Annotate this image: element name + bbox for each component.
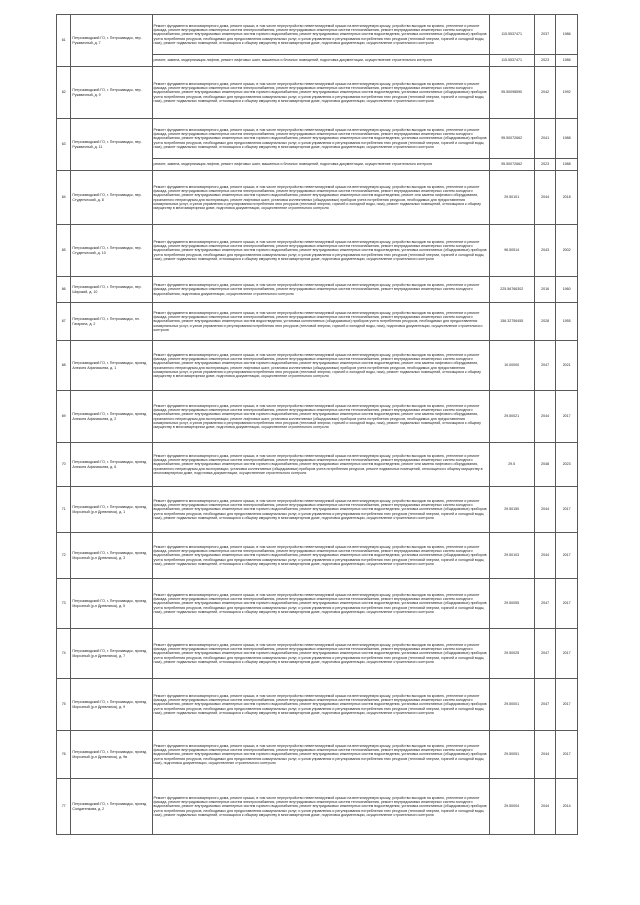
building-address: Петрозаводский ГО, г. Петрозаводск, проезд Алексея Афанасьева, д. 2 (71, 391, 152, 443)
reference-year: 2017 (556, 679, 578, 731)
document-page (56, 14, 578, 835)
repair-works-description: Ремонт фундамента многоквартирного дома, ремонт крыши, в том числе переустройство невентилируемой крыши на вентилируемую крышу, устройство выходов на кровлю, утепление и ремонт фасада, ремонт внутридомовых инженерных систем электроснабжения, ремонт внутридомовых инженерных систем теплоснабжения, ремонт внутридомовых инженерных систем холодного водоснабжения, ремонт внутридомовых инженерных систем горячего водоснабжения, ремонт внутридомовых инженерных систем водоотведения, установка коллективных (общедомовых) приборов учета потребления ресурсов, необходимых для предоставления коммунальных услуг, и узлов управления и регулирования потребления этих ресурсов (тепловой энергии, горячей и холодной воды, газа), ремонт подвальных помещений, относящихся к общему имуществу в многоквартирном доме, подготовка документации, осуществление строительного контроля (152, 779, 489, 835)
planned-repair-year: 2023 (534, 55, 556, 67)
planned-repair-year: 2047 (534, 341, 556, 391)
building-address: Петрозаводский ГО, г. Петрозаводск, пер. Широкий, д. 10 (71, 277, 152, 303)
planned-repair-year: 2047 (534, 579, 556, 629)
table-row (57, 443, 578, 487)
table-row (57, 67, 578, 119)
building-address: Петрозаводский ГО, г. Петрозаводск, пер. Студенческий, д. 10 (71, 225, 152, 277)
planned-repair-year: 2037 (534, 15, 556, 55)
repair-works-description: Ремонт фундамента многоквартирного дома, ремонт крыши, в том числе переустройство невентилируемой крыши на вентилируемую крышу, устройство выходов на кровлю, утепление и ремонт фасада, ремонт внутридомовых инженерных систем электроснабжения, ремонт внутридомовых инженерных систем теплоснабжения, ремонт внутридомовых инженерных систем холодного водоснабжения, ремонт внутридомовых инженерных систем водоотведения, установка коллективных (общедомовых) приборов учета потребления ресурсов, необходимых для предоставления коммунальных услуг, и узлов управления и регулирования потребления этих ресурсов (тепловой энергии, горячей и холодной воды, газа), подготовка документации, осуществление строительного контроля (152, 303, 489, 341)
row-number: 64 (57, 171, 71, 225)
repair-cost-value: 29.50051 (489, 731, 534, 779)
row-number: 69 (57, 391, 71, 443)
table-row (57, 119, 578, 159)
repair-works-description: Ремонт фундамента многоквартирного дома, ремонт крыши, в том числе переустройство невентилируемой крыши на вентилируемую крышу, устройство выходов на кровлю, утепление и ремонт фасада, ремонт внутридомовых инженерных систем электроснабжения, ремонт внутридомовых инженерных систем теплоснабжения, ремонт внутридомовых инженерных систем холодного водоснабжения, ремонт внутридомовых инженерных систем горячего водоснабжения, ремонт внутридомовых инженерных систем водоотведения, установка коллективных (общедомовых) приборов учета потребления ресурсов, необходимых для предоставления коммунальных услуг, и узлов управления и регулирования потребления этих ресурсов (тепловой энергии, горячей и холодной воды, газа), ремонт подвальных помещений, относящихся к общему имуществу в многоквартирном доме, подготовка документации, осуществление строительного контроля (152, 487, 489, 533)
row-number: 70 (57, 443, 71, 487)
repair-works-description: Ремонт фундамента многоквартирного дома, ремонт крыши, в том числе переустройство невентилируемой крыши на вентилируемую крышу, устройство выходов на кровлю, утепление и ремонт фасада, ремонт внутридомовых инженерных систем электроснабжения, ремонт внутридомовых инженерных систем теплоснабжения, ремонт внутридомовых инженерных систем холодного водоснабжения, ремонт внутридомовых инженерных систем горячего водоснабжения, ремонт внутридомовых инженерных систем водоотведения, ремонт или замена лифтового оборудования, признанного непригодным для эксплуатации, установка коллективных (общедомовых) приборов учета потребления ресурсов, ремонт подвальных помещений, относящихся к общему имуществу в многоквартирном доме, подготовка документации, осуществление строительного контроля (152, 443, 489, 487)
table-row (57, 171, 578, 225)
table-row (57, 679, 578, 731)
repair-works-description: Ремонт фундамента многоквартирного дома, ремонт крыши, в том числе переустройство невентилируемой крыши на вентилируемую крышу, устройство выходов на кровлю, утепление и ремонт фасада, ремонт внутридомовых инженерных систем электроснабжения, ремонт внутридомовых инженерных систем теплоснабжения, ремонт внутридомовых инженерных систем холодного водоснабжения, ремонт внутридомовых инженерных систем горячего водоснабжения, ремонт внутридомовых инженерных систем водоотведения, установка коллективных (общедомовых) приборов учета потребления ресурсов, необходимых для предоставления коммунальных услуг, и узлов управления и регулирования потребления этих ресурсов (тепловой энергии, горячей и холодной воды, газа), ремонт подвальных помещений, относящихся к общему имуществу в многоквартирном доме, подготовка документации, осуществление строительного контроля (152, 679, 489, 731)
row-number: 67 (57, 303, 71, 341)
repair-cost-value: 29.50021 (489, 391, 534, 443)
building-address: Петрозаводский ГО, г. Петрозаводск, пл. Гагарина, д. 2 (71, 303, 152, 341)
repair-works-description: Ремонт фундамента многоквартирного дома, ремонт крыши, в том числе переустройство невентилируемой крыши на вентилируемую крышу, устройство выходов на кровлю, утепление и ремонт фасада, ремонт внутридомовых инженерных систем электроснабжения, ремонт внутридомовых инженерных систем теплоснабжения, ремонт внутридомовых инженерных систем холодного водоснабжения, подготовка документации, осуществление строительного контроля (152, 277, 489, 303)
repair-works-description: ремонт, замена, модернизация лифтов, ремонт лифтовых шахт, машинных и блочных помещений, подготовка документации, осуществление строительного контроля (152, 55, 489, 67)
planned-repair-year: 2044 (534, 391, 556, 443)
row-number: 72 (57, 533, 71, 579)
repair-works-description: Ремонт фундамента многоквартирного дома, ремонт крыши, в том числе переустройство невентилируемой крыши на вентилируемую крышу, устройство выходов на кровлю, утепление и ремонт фасада, ремонт внутридомовых инженерных систем электроснабжения, ремонт внутридомовых инженерных систем теплоснабжения, ремонт внутридомовых инженерных систем холодного водоснабжения, ремонт внутридомовых инженерных систем горячего водоснабжения, ремонт внутридомовых инженерных систем водоотведения, ремонт или замена лифтового оборудования, признанного непригодным для эксплуатации, ремонт лифтовых шахт, установка коллективных (общедомовых) приборов учета потребления ресурсов, необходимых для предоставления коммунальных услуг, и узлов управления и регулирования потребления этих ресурсов (тепловой энергии, горячей и холодной воды, газа), ремонт подвальных помещений, относящихся к общему имуществу в многоквартирном доме, подготовка документации, осуществление строительного контроля (152, 341, 489, 391)
planned-repair-year: 2044 (534, 487, 556, 533)
reference-year: 1988 (556, 119, 578, 159)
row-number: 65 (57, 225, 71, 277)
building-address: Петрозаводский ГО, г. Петрозаводск, пер. Рукавичный, д. 11 (71, 119, 152, 171)
repair-works-description: Ремонт фундамента многоквартирного дома, ремонт крыши, в том числе переустройство невентилируемой крыши на вентилируемую крышу, устройство выходов на кровлю, утепление и ремонт фасада, ремонт внутридомовых инженерных систем электроснабжения, ремонт внутридомовых инженерных систем теплоснабжения, ремонт внутридомовых инженерных систем холодного водоснабжения, ремонт внутридомовых инженерных систем горячего водоснабжения, ремонт внутридомовых инженерных систем водоотведения, установка коллективных (общедомовых) приборов учета потребления ресурсов, необходимых для предоставления коммунальных услуг, и узлов управления и регулирования потребления этих ресурсов (тепловой энергии, горячей и холодной воды, газа), ремонт подвальных помещений, относящихся к общему имуществу в многоквартирном доме, подготовка документации, осуществление строительного контроля (152, 629, 489, 679)
table-row (57, 303, 578, 341)
repair-works-description: Ремонт фундамента многоквартирного дома, ремонт крыши, в том числе переустройство невентилируемой крыши на вентилируемую крышу, устройство выходов на кровлю, утепление и ремонт фасада, ремонт внутридомовых инженерных систем электроснабжения, ремонт внутридомовых инженерных систем теплоснабжения, ремонт внутридомовых инженерных систем холодного водоснабжения, ремонт внутридомовых инженерных систем горячего водоснабжения, ремонт внутридомовых инженерных систем водоотведения, установка коллективных (общедомовых) приборов учета потребления ресурсов, необходимых для предоставления коммунальных услуг, и узлов управления и регулирования потребления этих ресурсов (тепловой энергии, горячей и холодной воды, газа), ремонт подвальных помещений, относящихся к общему имуществу в многоквартирном доме, подготовка документации, осуществление строительного контроля (152, 225, 489, 277)
table-row (57, 277, 578, 303)
table-row (57, 225, 578, 277)
repair-cost-value: 156.32756455 (489, 303, 534, 341)
row-number: 68 (57, 341, 71, 391)
row-number: 71 (57, 487, 71, 533)
row-number: 62 (57, 67, 71, 119)
repair-cost-value: 96.50514 (489, 225, 534, 277)
reference-year: 2018 (556, 171, 578, 225)
table-row (57, 533, 578, 579)
building-address: Петрозаводский ГО, г. Петрозаводск, проезд Морозный (р-н Древлянка), д. 1 (71, 487, 152, 533)
repair-works-description: Ремонт фундамента многоквартирного дома, ремонт крыши, в том числе переустройство невентилируемой крыши на вентилируемую крышу, устройство выходов на кровлю, утепление и ремонт фасада, ремонт внутридомовых инженерных систем электроснабжения, ремонт внутридомовых инженерных систем теплоснабжения, ремонт внутридомовых инженерных систем холодного водоснабжения, ремонт внутридомовых инженерных систем горячего водоснабжения, ремонт внутридомовых инженерных систем водоотведения, установка коллективных (общедомовых) приборов учета потребления ресурсов, необходимых для предоставления коммунальных услуг, и узлов управления и регулирования потребления этих ресурсов (тепловой энергии, горячей и холодной воды, газа), ремонт подвальных помещений, относящихся к общему имуществу в многоквартирном доме, подготовка документации, осуществление строительного контроля (152, 119, 489, 159)
building-address: Петрозаводский ГО, г. Петрозаводск, пер. Рукавичный, д. 7 (71, 15, 152, 67)
reference-year: 2023 (556, 443, 578, 487)
planned-repair-year: 2016 (534, 277, 556, 303)
planned-repair-year: 2044 (534, 171, 556, 225)
planned-repair-year: 2048 (534, 443, 556, 487)
building-address: Петрозаводский ГО, г. Петрозаводск, проезд Морозный (р-н Древлянка), д. 3 (71, 533, 152, 579)
reference-year: 2017 (556, 487, 578, 533)
table-row (57, 391, 578, 443)
planned-repair-year: 2047 (534, 679, 556, 731)
planned-repair-year: 2041 (534, 119, 556, 159)
row-number: 61 (57, 15, 71, 67)
reference-year: 1988 (556, 159, 578, 171)
table-row (57, 731, 578, 779)
reference-year: 2017 (556, 533, 578, 579)
building-address: Петрозаводский ГО, г. Петрозаводск, проезд Алексея Афанасьева, д. 1 (71, 341, 152, 391)
reference-year: 1992 (556, 67, 578, 119)
repair-cost-value: 115.5537471 (489, 55, 534, 67)
planned-repair-year: 2044 (534, 533, 556, 579)
repair-works-description: Ремонт фундамента многоквартирного дома, ремонт крыши, в том числе переустройство невентилируемой крыши на вентилируемую крышу, устройство выходов на кровлю, утепление и ремонт фасада, ремонт внутридомовых инженерных систем электроснабжения, ремонт внутридомовых инженерных систем теплоснабжения, ремонт внутридомовых инженерных систем холодного водоснабжения, ремонт внутридомовых инженерных систем горячего водоснабжения, ремонт внутридомовых инженерных систем водоотведения, ремонт или замена лифтового оборудования, признанного непригодным для эксплуатации, ремонт лифтовых шахт, установка коллективных (общедомовых) приборов учета потребления ресурсов, необходимых для предоставления коммунальных услуг, и узлов управления и регулирования потребления этих ресурсов (тепловой энергии, горячей и холодной воды, газа), ремонт подвальных помещений, относящихся к общему имуществу в многоквартирном доме, подготовка документации, осуществление строительного контроля (152, 171, 489, 225)
repair-works-description: Ремонт фундамента многоквартирного дома, ремонт крыши, в том числе переустройство невентилируемой крыши на вентилируемую крышу, устройство выходов на кровлю, утепление и ремонт фасада, ремонт внутридомовых инженерных систем электроснабжения, ремонт внутридомовых инженерных систем теплоснабжения, ремонт внутридомовых инженерных систем холодного водоснабжения, ремонт внутридомовых инженерных систем горячего водоснабжения, ремонт внутридомовых инженерных систем водоотведения, ремонт или замена лифтового оборудования, признанного непригодным для эксплуатации, ремонт лифтовых шахт, установка коллективных (общедомовых) приборов учета потребления ресурсов, необходимых для предоставления коммунальных услуг, и узлов управления и регулирования потребления этих ресурсов (тепловой энергии, горячей и холодной воды, газа), ремонт подвальных помещений, относящихся к общему имуществу в многоквартирном доме, подготовка документации, осуществление строительного контроля (152, 391, 489, 443)
reference-year: 2002 (556, 225, 578, 277)
repair-cost-value: 29.50055 (489, 579, 534, 629)
planned-repair-year: 2043 (534, 225, 556, 277)
building-address: Петрозаводский ГО, г. Петрозаводск, пер. Рукавичный, д. 9 (71, 67, 152, 119)
building-address: Петрозаводский ГО, г. Петрозаводск, проезд Алексея Афанасьева, д. 6 (71, 443, 152, 487)
table-row (57, 629, 578, 679)
table-row (57, 15, 578, 55)
row-number: 76 (57, 731, 71, 779)
building-address: Петрозаводский ГО, г. Петрозаводск, проезд Морозный (р-н Древлянка), д. 9в (71, 731, 152, 779)
reference-year: 1986 (556, 55, 578, 67)
row-number: 63 (57, 119, 71, 171)
reference-year: 2014 (556, 779, 578, 835)
repair-cost-value: 95.50072662 (489, 159, 534, 171)
reference-year: 2021 (556, 341, 578, 391)
repair-cost-value: 10.00000 (489, 341, 534, 391)
planned-repair-year: 2044 (534, 731, 556, 779)
reference-year: 2017 (556, 731, 578, 779)
repair-works-description: Ремонт фундамента многоквартирного дома, ремонт крыши, в том числе переустройство невентилируемой крыши на вентилируемую крышу, устройство выходов на кровлю, утепление и ремонт фасада, ремонт внутридомовых инженерных систем электроснабжения, ремонт внутридомовых инженерных систем теплоснабжения, ремонт внутридомовых инженерных систем холодного водоснабжения, ремонт внутридомовых инженерных систем горячего водоснабжения, ремонт внутридомовых инженерных систем водоотведения, установка коллективных (общедомовых) приборов учета потребления ресурсов, необходимых для предоставления коммунальных услуг, и узлов управления и регулирования потребления этих ресурсов (тепловой энергии, горячей и холодной воды, газа), ремонт подвальных помещений, относящихся к общему имуществу в многоквартирном доме, подготовка документации, осуществление строительного контроля (152, 15, 489, 55)
repair-cost-value: 29.50150 (489, 487, 534, 533)
repair-works-description: Ремонт фундамента многоквартирного дома, ремонт крыши, в том числе переустройство невентилируемой крыши на вентилируемую крышу, устройство выходов на кровлю, утепление и ремонт фасада, ремонт внутридомовых инженерных систем электроснабжения, ремонт внутридомовых инженерных систем теплоснабжения, ремонт внутридомовых инженерных систем холодного водоснабжения, ремонт внутридомовых инженерных систем горячего водоснабжения, ремонт внутридомовых инженерных систем водоотведения, установка коллективных (общедомовых) приборов учета потребления ресурсов, необходимых для предоставления коммунальных услуг, и узлов управления и регулирования потребления этих ресурсов (тепловой энергии, горячей и холодной воды, газа), ремонт подвальных помещений, относящихся к общему имуществу в многоквартирном доме, подготовка документации, осуществление строительного контроля (152, 533, 489, 579)
planned-repair-year: 2047 (534, 629, 556, 679)
reference-year: 1955 (556, 303, 578, 341)
repair-works-description: Ремонт фундамента многоквартирного дома, ремонт крыши, в том числе переустройство невентилируемой крыши на вентилируемую крышу, устройство выходов на кровлю, утепление и ремонт фасада, ремонт внутридомовых инженерных систем электроснабжения, ремонт внутридомовых инженерных систем теплоснабжения, ремонт внутридомовых инженерных систем холодного водоснабжения, ремонт внутридомовых инженерных систем горячего водоснабжения, ремонт внутридомовых инженерных систем водоотведения, установка коллективных (общедомовых) приборов учета потребления ресурсов, необходимых для предоставления коммунальных услуг, и узлов управления и регулирования потребления этих ресурсов (тепловой энергии, горячей и холодной воды, газа), подготовка документации, осуществление строительного контроля (152, 731, 489, 779)
building-address: Петрозаводский ГО, г. Петрозаводск, пер. Студенческий, д. 8 (71, 171, 152, 225)
repair-cost-value: 95.50098590 (489, 67, 534, 119)
building-address: Петрозаводский ГО, г. Петрозаводск, проезд Морозный (р-н Древлянка), д. 5 (71, 579, 152, 629)
repair-works-description: Ремонт фундамента многоквартирного дома, ремонт крыши, в том числе переустройство невентилируемой крыши на вентилируемую крышу, устройство выходов на кровлю, утепление и ремонт фасада, ремонт внутридомовых инженерных систем электроснабжения, ремонт внутридомовых инженерных систем теплоснабжения, ремонт внутридомовых инженерных систем холодного водоснабжения, ремонт внутридомовых инженерных систем горячего водоснабжения, ремонт внутридомовых инженерных систем водоотведения, установка коллективных (общедомовых) приборов учета потребления ресурсов, необходимых для предоставления коммунальных услуг, и узлов управления и регулирования потребления этих ресурсов (тепловой энергии, горячей и холодной воды, газа), ремонт подвальных помещений, относящихся к общему имуществу в многоквартирном доме, подготовка документации, осуществление строительного контроля (152, 67, 489, 119)
building-address: Петрозаводский ГО, г. Петрозаводск, проезд Морозный (р-н Древлянка), д. 9 (71, 679, 152, 731)
repair-cost-value: 95.50072662 (489, 119, 534, 159)
reference-year: 2017 (556, 391, 578, 443)
reference-year: 2017 (556, 629, 578, 679)
repair-cost-value: 29.50025 (489, 629, 534, 679)
repair-cost-value: 115.5537471 (489, 15, 534, 55)
reference-year: 1986 (556, 15, 578, 55)
row-number: 73 (57, 579, 71, 629)
table-body (57, 15, 578, 835)
planned-repair-year: 2042 (534, 67, 556, 119)
table-row (57, 487, 578, 533)
repair-works-description: ремонт, замена, модернизация лифтов, ремонт лифтовых шахт, машинных и блочных помещений, подготовка документации, осуществление строительного контроля (152, 159, 489, 171)
planned-repair-year: 2023 (534, 159, 556, 171)
repair-cost-value: 29.50001 (489, 679, 534, 731)
reference-year: 2017 (556, 579, 578, 629)
planned-repair-year: 2044 (534, 779, 556, 835)
building-address: Петрозаводский ГО, г. Петрозаводск, проезд Морозный (р-н Древлянка), д. 7 (71, 629, 152, 679)
repair-cost-value: 29.5 (489, 443, 534, 487)
table-row (57, 579, 578, 629)
repair-works-description: Ремонт фундамента многоквартирного дома, ремонт крыши, в том числе переустройство невентилируемой крыши на вентилируемую крышу, устройство выходов на кровлю, утепление и ремонт фасада, ремонт внутридомовых инженерных систем электроснабжения, ремонт внутридомовых инженерных систем теплоснабжения, ремонт внутридомовых инженерных систем холодного водоснабжения, ремонт внутридомовых инженерных систем горячего водоснабжения, ремонт внутридомовых инженерных систем водоотведения, установка коллективных (общедомовых) приборов учета потребления ресурсов, необходимых для предоставления коммунальных услуг, и узлов управления и регулирования потребления этих ресурсов (тепловой энергии, горячей и холодной воды, газа), ремонт подвальных помещений, относящихся к общему имуществу в многоквартирном доме, подготовка документации, осуществление строительного контроля (152, 579, 489, 629)
row-number: 77 (57, 779, 71, 835)
repair-cost-value: 225.56766302 (489, 277, 534, 303)
repair-cost-value: 29.50004 (489, 779, 534, 835)
row-number: 75 (57, 679, 71, 731)
reference-year: 1960 (556, 277, 578, 303)
capital-repair-table (56, 14, 578, 835)
table-row (57, 779, 578, 835)
repair-cost-value: 29.50101 (489, 171, 534, 225)
row-number: 66 (57, 277, 71, 303)
row-number: 74 (57, 629, 71, 679)
table-row (57, 341, 578, 391)
repair-cost-value: 29.50103 (489, 533, 534, 579)
planned-repair-year: 2028 (534, 303, 556, 341)
building-address: Петрозаводский ГО, г. Петрозаводск, проезд Солдатенкова, д. 2 (71, 779, 152, 835)
